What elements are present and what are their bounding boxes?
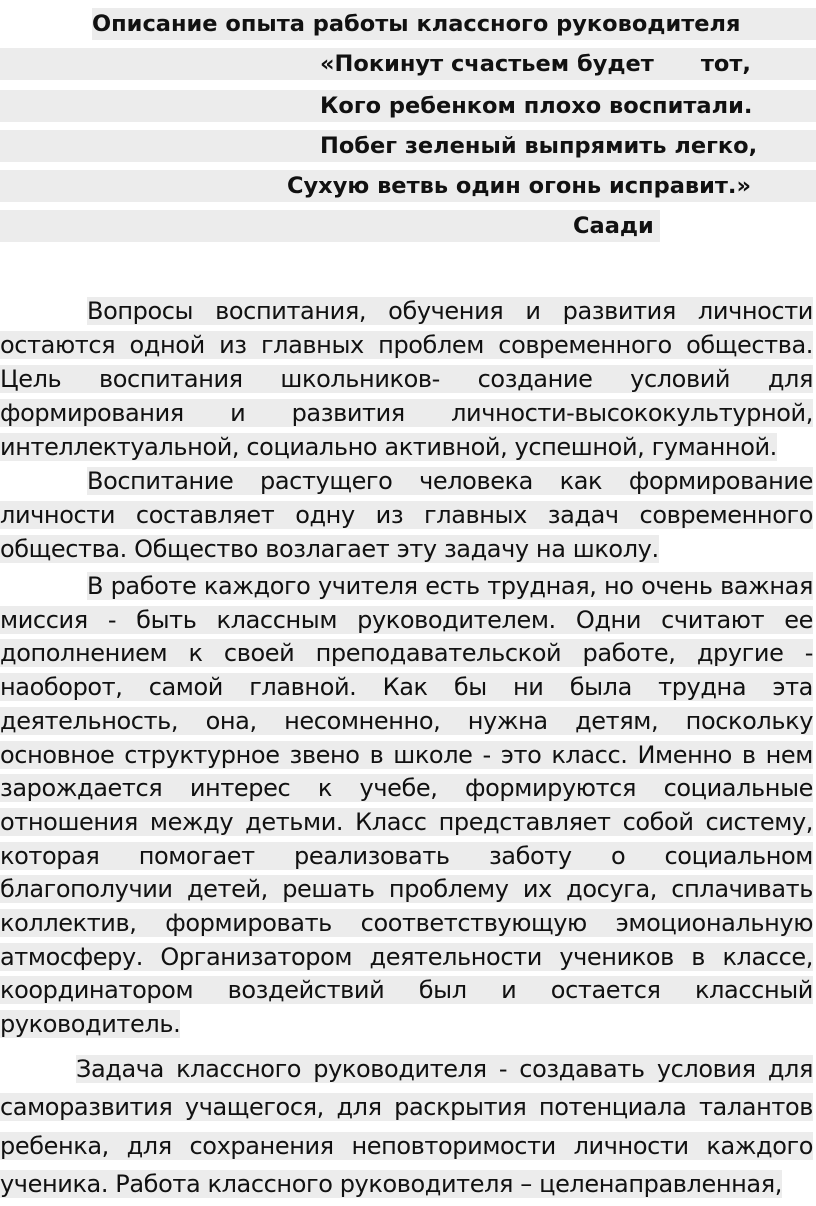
body-paragraph bbox=[0, 570, 813, 1042]
paragraph-text: Задача классного руководителя - создавать условия для саморазвития учащегося, для раскрытия потенциала талантов ребенка, для сохранения неповторимости личности каждого ученика. Работа классного руководителя – целенаправленная, bbox=[0, 1055, 813, 1199]
epigraph-line: «Покинут счастьем будет тот, bbox=[320, 51, 751, 77]
body-paragraph bbox=[0, 464, 813, 566]
paragraph-text: В работе каждого учителя есть трудная, но очень важная миссия - быть классным руководителем. Одни считают ее дополнением к своей преподавательской работе, другие - наоборот, самой главной. Как бы ни была трудна эта деятельность, она, несомненно, нужна детям, поскольку основное структурное звено в школе - это класс. Именно в нем зарождается интерес к учебе, формируются социальные отношения между детьми. Класс представляет собой систему, которая помогает реализовать заботу о социальном благополучии детей, решать проблему их досуга, сплачивать коллектив, формировать соответствующую эмоциональную атмосферу. Организатором деятельности учеников в классе, координатором воздействий был и остается классный руководитель. bbox=[0, 572, 813, 1039]
body-paragraph bbox=[0, 294, 813, 464]
body-paragraph bbox=[0, 1050, 813, 1204]
epigraph-author: Саади bbox=[573, 213, 654, 239]
epigraph-line: Сухую ветвь один огонь исправит.» bbox=[287, 173, 752, 199]
epigraph-line-background bbox=[0, 210, 660, 242]
paragraph-text: Воспитание растущего человека как формирование личности составляет одну из главных задач современного общества. Общество возлагает эту задачу на школу. bbox=[0, 467, 813, 563]
document-title: Описание опыта работы классного руководителя bbox=[92, 8, 816, 40]
epigraph-line: Кого ребенком плохо воспитали. bbox=[320, 93, 753, 119]
epigraph-line: Побег зеленый выпрямить легко, bbox=[320, 133, 758, 159]
paragraph-text: Вопросы воспитания, обучения и развития личности остаются одной из главных проблем современного общества. Цель воспитания школьников- создание условий для формирования и развития личности-высококультурной, интеллектуальной, социально активной, успешной, гуманной. bbox=[0, 297, 813, 461]
